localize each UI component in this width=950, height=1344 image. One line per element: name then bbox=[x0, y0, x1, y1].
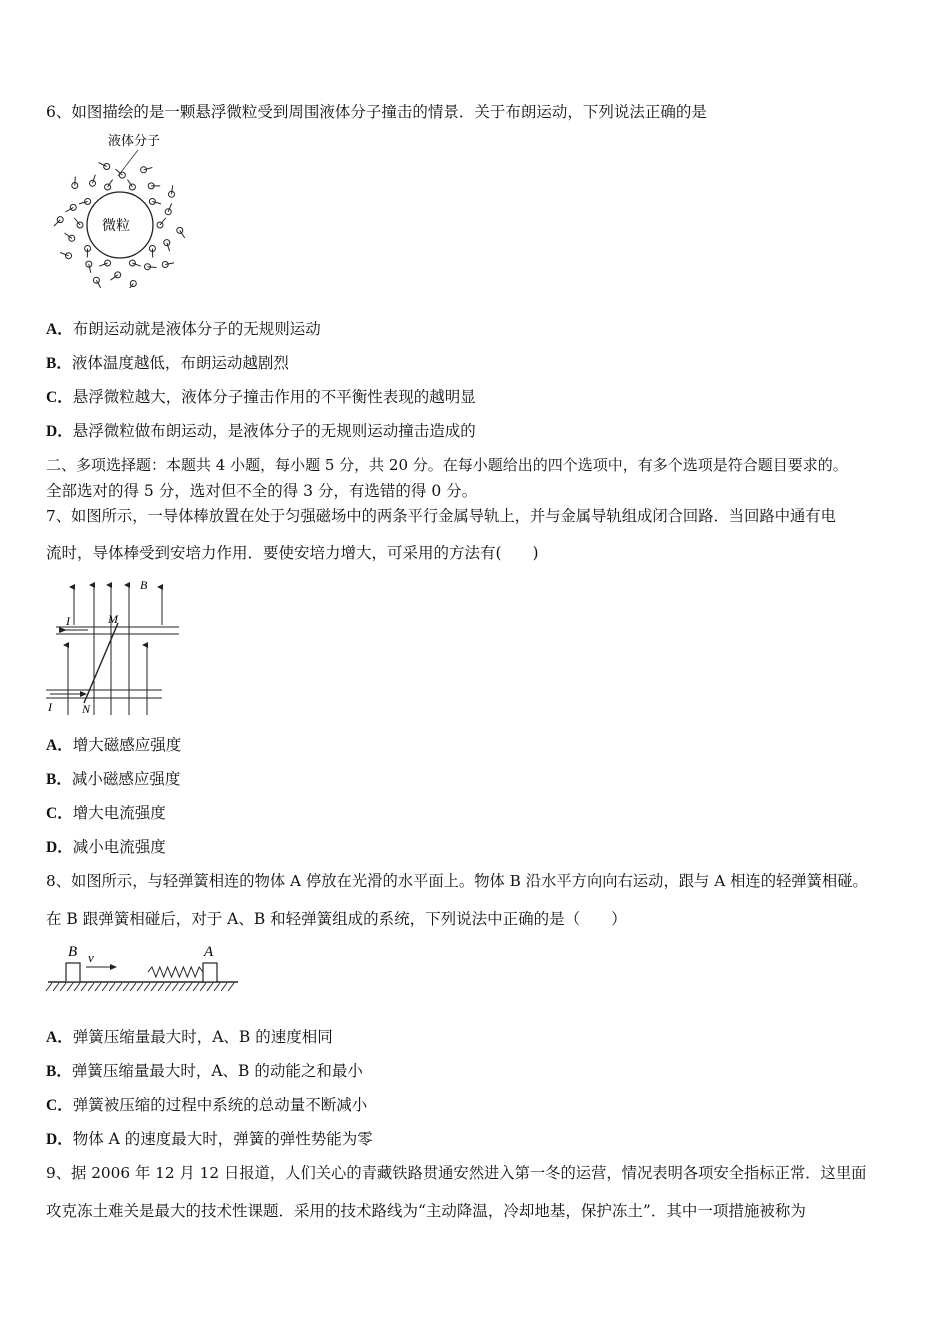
q9-stem-line2: 攻克冻土难关是最大的技术性课题．采用的技术路线为“主动降温，冷却地基，保护冻土”．其中一项措施被称为 bbox=[46, 1202, 806, 1220]
q7-stem-line2: 流时，导体棒受到安培力作用．要使安培力增大，可采用的方法有( ) bbox=[46, 544, 539, 562]
block-B bbox=[66, 963, 80, 982]
hatch-line bbox=[151, 983, 157, 991]
hatch-line bbox=[193, 983, 199, 991]
section2-line1: 二、多项选择题：本题共 4 小题，每小题 5 分，共 20 分。在每小题给出的四个选项中，有多个选项是符合题目要求的。 bbox=[46, 456, 848, 474]
hatch-line bbox=[130, 983, 136, 991]
spring bbox=[148, 967, 203, 977]
q7-option-b: B．减小磁感应强度 bbox=[46, 770, 181, 788]
label-A: A bbox=[204, 944, 214, 960]
hatch-line bbox=[179, 983, 185, 991]
hatch-line bbox=[81, 983, 87, 991]
q9-stem-line1: 9、据 2006 年 12 月 12 日报道，人们关心的青藏铁路贯通安然进入第一冬的运营，情况表明各项安全指标正常．这里面 bbox=[46, 1164, 867, 1182]
hatch-line bbox=[214, 983, 220, 991]
hatch-line bbox=[207, 983, 213, 991]
hatch-line bbox=[53, 983, 59, 991]
q6-stem: 6、如图描绘的是一颗悬浮微粒受到周围液体分子撞击的情景．关于布朗运动，下列说法正确的是 bbox=[46, 103, 707, 121]
hatch-line bbox=[221, 983, 227, 991]
q7-option-a: A．增大磁感应强度 bbox=[46, 736, 182, 754]
label-B: B bbox=[140, 578, 148, 592]
q6-option-a: A．布朗运动就是液体分子的无规则运动 bbox=[46, 320, 321, 338]
q8-option-a: A．弹簧压缩量最大时，A、B 的速度相同 bbox=[46, 1028, 333, 1046]
spring-figure bbox=[44, 938, 244, 1000]
q6-option-d: D．悬浮微粒做布朗运动，是液体分子的无规则运动撞击造成的 bbox=[46, 422, 476, 440]
hatch-line bbox=[165, 983, 171, 991]
rail-figure bbox=[44, 575, 189, 720]
label-I-bottom: I bbox=[48, 700, 52, 714]
hatch-line bbox=[67, 983, 73, 991]
hatch-line bbox=[158, 983, 164, 991]
molecule bbox=[90, 180, 96, 186]
hatch-line bbox=[88, 983, 94, 991]
label-M: M bbox=[108, 612, 118, 626]
ground-hatch bbox=[46, 983, 234, 991]
hatch-line bbox=[123, 983, 129, 991]
label-B: B bbox=[68, 944, 78, 960]
hatch-line bbox=[102, 983, 108, 991]
molecule-arrow bbox=[75, 177, 76, 186]
q7-stem-line1: 7、如图所示，一导体棒放置在处于匀强磁场中的两条平行金属导轨上，并与金属导轨组成闭合回路．当回路中通有电 bbox=[46, 507, 836, 525]
hatch-line bbox=[95, 983, 101, 991]
molecule bbox=[149, 199, 155, 205]
label-v: v bbox=[88, 950, 94, 965]
label-I-top: I bbox=[66, 614, 70, 628]
q7-option-c: C．增大电流强度 bbox=[46, 804, 166, 822]
molecule bbox=[129, 260, 135, 266]
block-A bbox=[203, 963, 217, 982]
molecule bbox=[70, 204, 76, 210]
hatch-line bbox=[46, 983, 52, 991]
q8-stem-line2: 在 B 跟弹簧相碰后，对于 A、B 和轻弹簧组成的系统，下列说法中正确的是（ ） bbox=[46, 910, 627, 928]
hatch-line bbox=[109, 983, 115, 991]
section2-line2: 全部选对的得 5 分，选对但不全的得 3 分，有选错的得 0 分。 bbox=[46, 482, 478, 500]
brownian-figure bbox=[46, 128, 196, 288]
hatch-line bbox=[172, 983, 178, 991]
label-N: N bbox=[82, 702, 91, 716]
q8-option-b: B．弹簧压缩量最大时，A、B 的动能之和最小 bbox=[46, 1062, 363, 1080]
q6-option-c: C．悬浮微粒越大，液体分子撞击作用的不平衡性表现的越明显 bbox=[46, 388, 476, 406]
hatch-line bbox=[137, 983, 143, 991]
hatch-line bbox=[60, 983, 66, 991]
q8-option-c: C．弹簧被压缩的过程中系统的总动量不断减小 bbox=[46, 1096, 368, 1114]
molecule-label: 液体分子 bbox=[108, 134, 161, 149]
hatch-line bbox=[186, 983, 192, 991]
q8-stem-line1: 8、如图所示，与轻弹簧相连的物体 A 停放在光滑的水平面上。物体 B 沿水平方向向右运动，跟与 A 相连的轻弹簧相碰。 bbox=[46, 872, 868, 890]
hatch-line bbox=[228, 983, 234, 991]
particle-label: 微粒 bbox=[102, 218, 130, 234]
hatch-line bbox=[144, 983, 150, 991]
hatch-line bbox=[74, 983, 80, 991]
hatch-line bbox=[200, 983, 206, 991]
q6-option-b: B．液体温度越低，布朗运动越剧烈 bbox=[46, 354, 289, 372]
hatch-line bbox=[116, 983, 122, 991]
q7-option-d: D．减小电流强度 bbox=[46, 838, 166, 856]
molecule bbox=[66, 253, 72, 259]
molecule bbox=[177, 227, 183, 233]
q8-option-d: D．物体 A 的速度最大时，弹簧的弹性势能为零 bbox=[46, 1130, 373, 1148]
